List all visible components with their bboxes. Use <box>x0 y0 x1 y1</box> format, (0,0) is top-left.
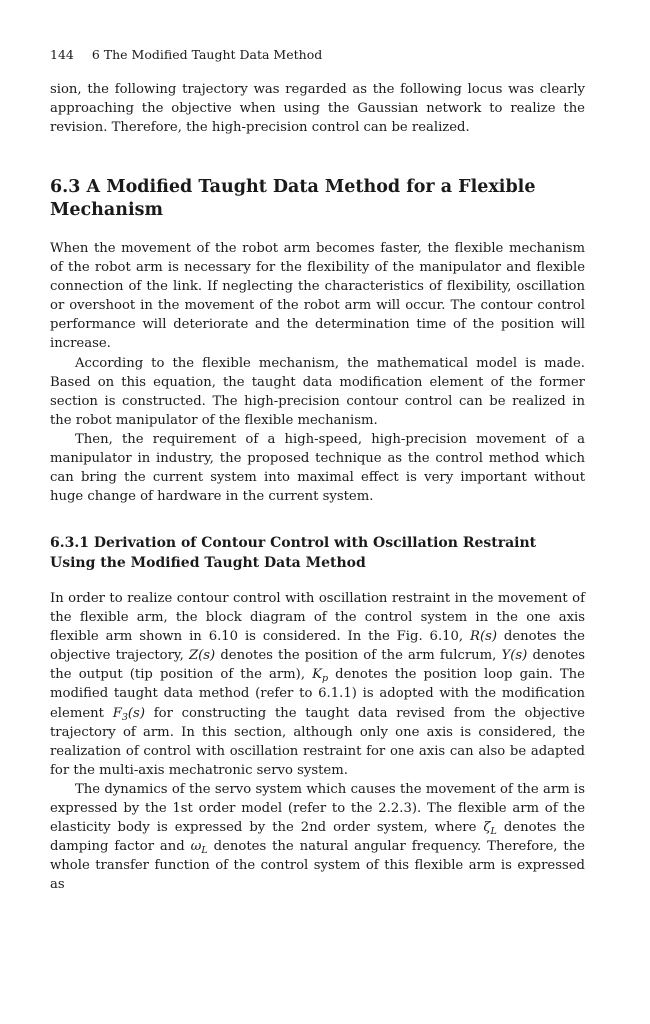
section-body <box>50 239 585 506</box>
math-F3-s: $F_3(s)$ <box>112 705 145 723</box>
math-Y-s: Y(s) <box>501 648 528 664</box>
math-Kp: $K_p$ <box>312 667 329 685</box>
running-head <box>50 47 322 62</box>
section-paragraph-2: According to the flexible mechanism, the mathematical model is made. Based on this equation, the taught data modification element of the former section is constructed. The high-precision contour control can be realized in the robot manipulator of the flexible mechanism. <box>50 355 585 428</box>
section-heading: 6.3 A Modified Taught Data Method for a Flexible Mechanism <box>50 177 536 220</box>
chapter-title: 6 The Modified Taught Data Method <box>91 47 323 62</box>
section-paragraph-1: When the movement of the robot arm becomes faster, the flexible mechanism of the robot arm is necessary for the flexibility of the manipulator and flexible connection of the link. If neglecting the characteristics of flexibility, oscillation or overshoot in the movement of the robot arm will occur. The contour control performance will deteriorate and the determination time of the position will increase. <box>50 241 585 352</box>
math-Z-s: Z(s) <box>188 648 216 664</box>
math-omega-L: $\omega_L$ <box>190 839 208 857</box>
subsection-body <box>50 589 585 895</box>
subsection-paragraph-1: In order to realize contour control with oscillation restraint in the movement of the flexible arm, the block diagram of the control system in the one axis flexible arm shown in 6.10 is considered. In the Fig. 6.10, R(s) denotes the objective trajectory, Z(s) denotes the position of the arm fulcrum, Y(s) denotes the output (tip position of the arm), $K_p$ denotes the position loop gain. The modified taught data method (refer to 6.1.1) is adopted with the modification element $F_3(s)$ for constructing the taught data revised from the objective trajectory of arm. In this section, although only one axis is considered, the realization of control with oscillation restraint for one axis can also be adapted for the multi-axis mechatronic servo system. <box>50 591 585 778</box>
intro-paragraph: sion, the following trajectory was regarded as the following locus was clearly approaching the objective when using the Gaussian network to realize the revision. Therefore, the high-precision control can be realized. <box>50 82 585 136</box>
page-number: 144 <box>50 47 74 62</box>
section-paragraph-3: Then, the requirement of a high-speed, high-precision movement of a manipulator in industry, the proposed technique as the control method which can bring the current system into maximal effect is very important without huge change of hardware in the current system. <box>50 431 585 505</box>
subsection-paragraph-2: The dynamics of the servo system which causes the movement of the arm is expressed by the 1st order model (refer to the 2.2.3). The flexible arm of the elasticity body is expressed by the 2nd order system, where $\zeta_L$ denotes the damping factor and $\omega_L$ denotes the natural angular frequency. Therefore, the whole transfer function of the control system of this flexible arm is expressed as <box>50 781 585 893</box>
math-zeta-L: $\zeta_L$ <box>483 820 497 838</box>
subsection-heading: 6.3.1 Derivation of Contour Control with Oscillation Restraint Using the Modified Taught Data Method <box>50 535 537 571</box>
math-R-s: R(s) <box>470 629 498 645</box>
